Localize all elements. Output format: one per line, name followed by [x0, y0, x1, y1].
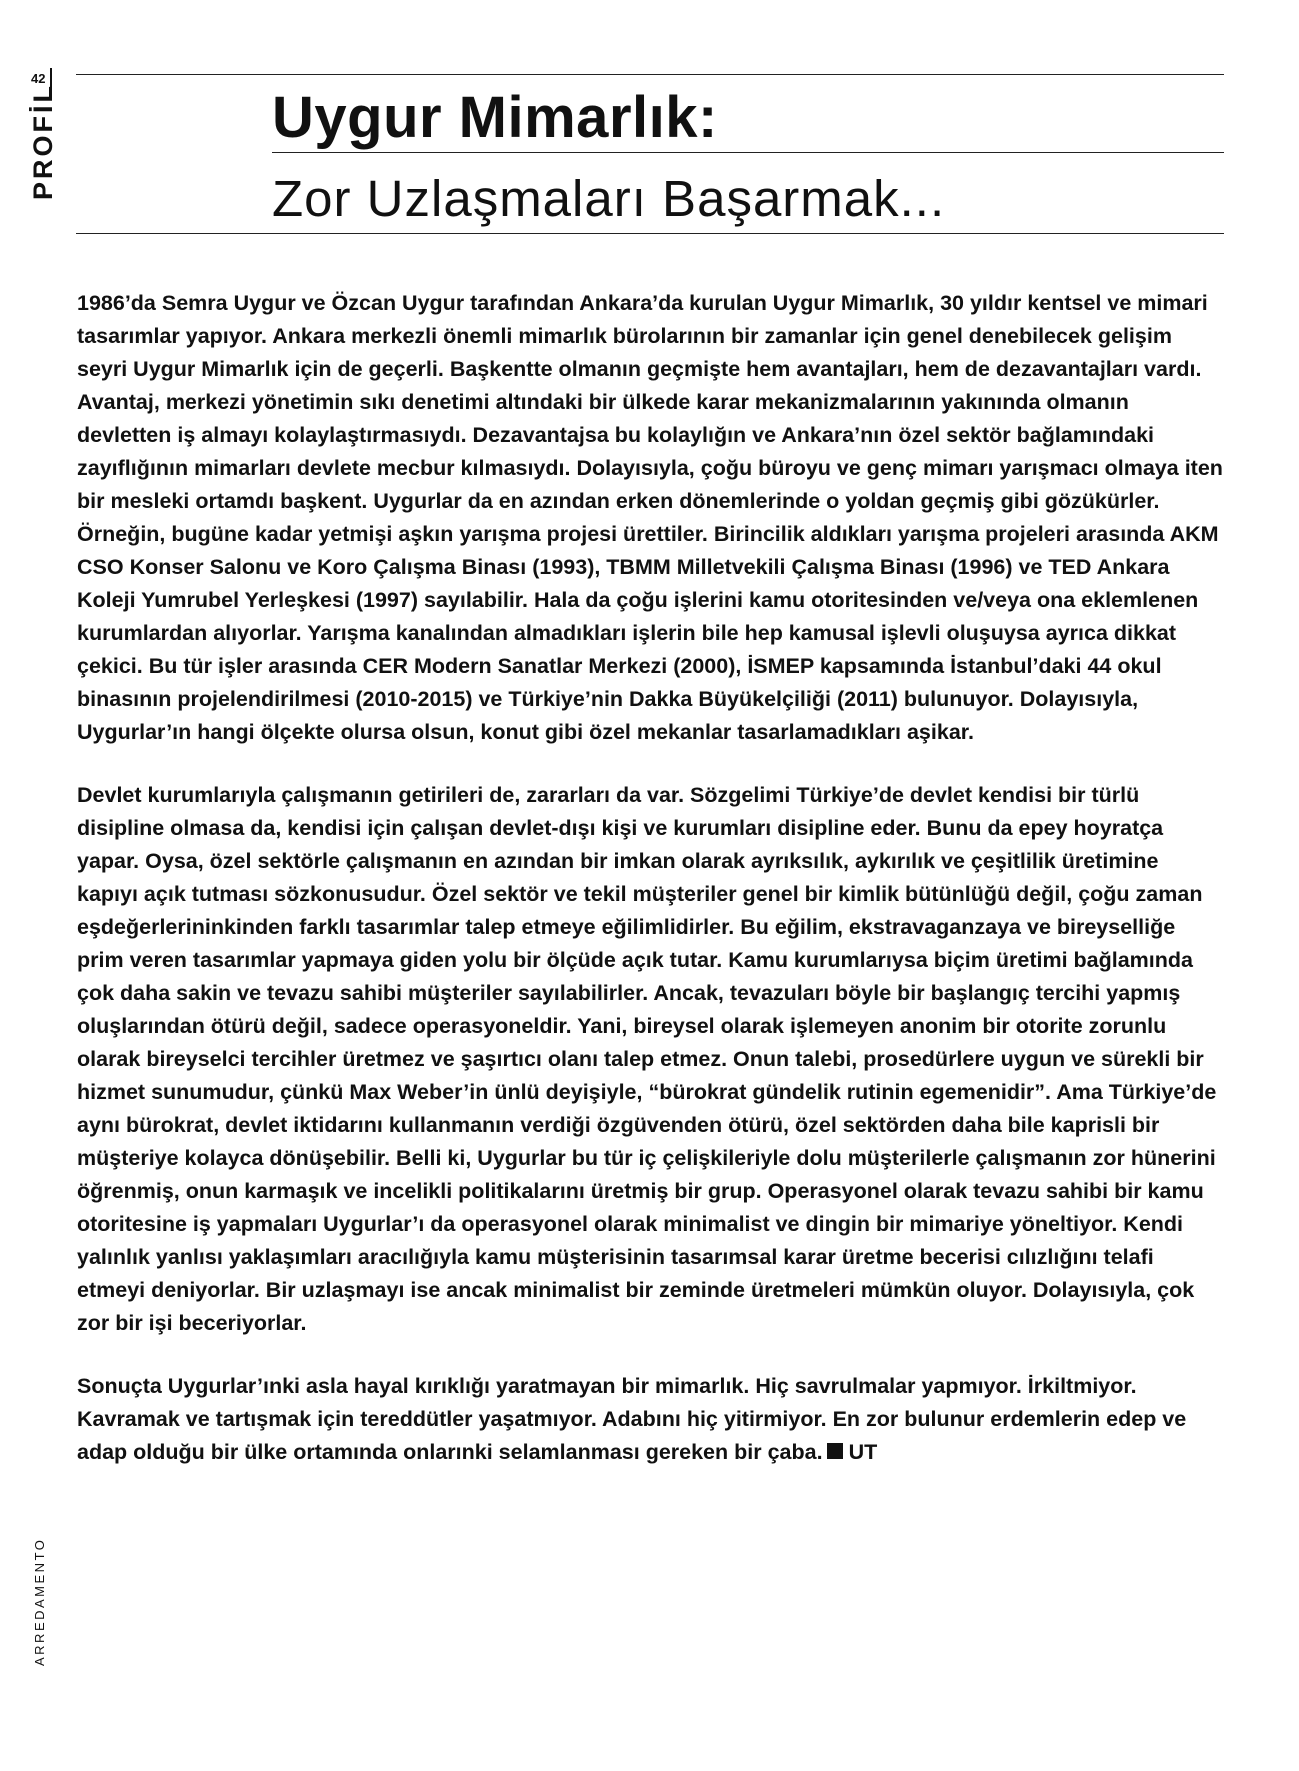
- end-mark-icon: [827, 1443, 843, 1459]
- article-subtitle: Zor Uzlaşmaları Başarmak...: [272, 170, 946, 227]
- subtitle-rule: [76, 233, 1224, 234]
- magazine-label: ARREDAMENTO: [32, 1537, 47, 1666]
- section-label: PROFİL: [28, 83, 58, 200]
- title-rule: [272, 152, 1224, 153]
- top-rule: [76, 74, 1224, 75]
- article-title: Uygur Mimarlık:: [272, 85, 718, 150]
- article-paragraph: 1986’da Semra Uygur ve Özcan Uygur tarafından Ankara’da kurulan Uygur Mimarlık, 30 yıldır kentsel ve mimari tasarımlar yapıyor. Ankara merkezli önemli mimarlık bürolarının bir zamanlar için genel denebilecek gelişim seyri Uygur Mimarlık için de geçerli. Başkentte olmanın geçmişte hem avantajları, hem de dezavantajları vardı. Avantaj, merkezi yönetimin sıkı denetimi altındaki bir ülkede karar mekanizmalarının yakınında olmanın devletten iş almayı kolaylaştırmasıydı. Dezavantajsa bu kolaylığın ve Ankara’nın özel sektör bağlamındaki zayıflığının mimarları devlete mecbur kılmasıydı. Dolayısıyla, çoğu büroyu ve genç mimarı yarışmacı olmaya iten bir mesleki ortamdı başkent. Uygurlar da en azından erken dönemlerinde o yoldan geçmiş gibi gözükürler. Örneğin, bugüne kadar yetmişi aşkın yarışma projesi ürettiler. Birincilik aldıkları yarışma projeleri arasında AKM CSO Konser Salonu ve Koro Çalışma Binası (1993), TBMM Milletvekili Çalışma Binası (1996) ve TED Ankara Koleji Yumrubel Yerleşkesi (1997) sayılabilir. Hala da çoğu işlerini kamu otoritesinden ve/veya ona eklemlenen kurumlardan alıyorlar. Yarışma kanalından almadıkları işlerin bile hep kamusal işlevli oluşuysa ayrıca dikkat çekici. Bu tür işler arasında CER Modern Sanatlar Merkezi (2000), İSMEP kapsamında İstanbul’daki 44 okul binasının projelendirilmesi (2010-2015) ve Türkiye’nin Dakka Büyükelçiliği (2011) bulunuyor. Dolayısıyla, Uygurlar’ın hangi ölçekte olursa olsun, konut gibi özel mekanlar tasarlamadıkları aşikar.: [77, 291, 1223, 744]
- author-signature: UT: [848, 1440, 878, 1464]
- last-paragraph-text: Sonuçta Uygurlar’ınki asla hayal kırıklığı yaratmayan bir mimarlık. Hiç savrulmalar yapmıyor. İrkiltmiyor. Kavramak ve tartışmak için tereddütler yaşatmıyor. Adabını hiç yitirmiyor. En zor bulunur erdemlerin edep ve adap olduğu bir ülke ortamında onlarınki selamlanması gereken bir çaba.: [77, 1374, 1187, 1464]
- article-paragraph: Devlet kurumlarıyla çalışmanın getirileri de, zararları da var. Sözgelimi Türkiye’de devlet kendisi bir türlü disipline olmasa da, kendisi için çalışan devlet-dışı kişi ve kurumları disipline eder. Bunu da epey hoyratça yapar. Oysa, özel sektörle çalışmanın en azından bir imkan olarak ayrıksılık, aykırılık ve çeşitlilik üretimine kapıyı açık tutması sözkonusudur. Özel sektör ve tekil müşteriler genel bir kimlik bütünlüğü değil, çoğu zaman eşdeğerlerininkinden farklı tasarımlar talep etmeye eğilimlidirler. Bu eğilim, ekstravaganzaya ve bireyselliğe prim veren tasarımlar yapmaya giden yolu bir ölçüde açık tutar. Kamu kurumlarıysa biçim üretimi bağlamında çok daha sakin ve tevazu sahibi müşteriler sayılabilirler. Ancak, tevazuları böyle bir başlangıç tercihi yapmış oluşlarından ötürü değil, sadece operasyoneldir. Yani, bireysel olarak işlemeyen anonim bir otorite zorunlu olarak bireyselci tercihler üretmez ve şaşırtıcı olanı talep etmez. Onun talebi, prosedürlere uygun ve sürekli bir hizmet sunumudur, çünkü Max Weber’in ünlü deyişiyle, “bürokrat gündelik rutinin egemenidir”. Ama Türkiye’de aynı bürokrat, devlet iktidarını kullanmanın verdiği özgüvenden ötürü, özel sektörden daha bile kaprisli bir müşteriye kolayca dönüşebilir. Belli ki, Uygurlar bu tür iç çelişkileriyle dolu müşterilerle çalışmanın zor hünerini öğrenmiş, onun karmaşık ve incelikli politikalarını üretmiş bir grup. Operasyonel olarak tevazu sahibi bir kamu otoritesine iş yapmaları Uygurlar’ı da operasyonel olarak minimalist ve dingin bir mimariye yöneltiyor. Kendi yalınlık yanlısı yaklaşımları aracılığıyla kamu müşterisinin tasarımsal karar üretme becerisi cılızlığını telafi etmeyi deniyorlar. Bir uzlaşmayı ise ancak minimalist bir zeminde üretmeleri mümkün oluyor. Dolayısıyla, çok zor bir işi beceriyorlar.: [77, 783, 1217, 1335]
- page-number: 42: [31, 71, 46, 86]
- article-paragraph-last: [77, 1370, 1225, 1469]
- article-body: [77, 287, 1225, 1499]
